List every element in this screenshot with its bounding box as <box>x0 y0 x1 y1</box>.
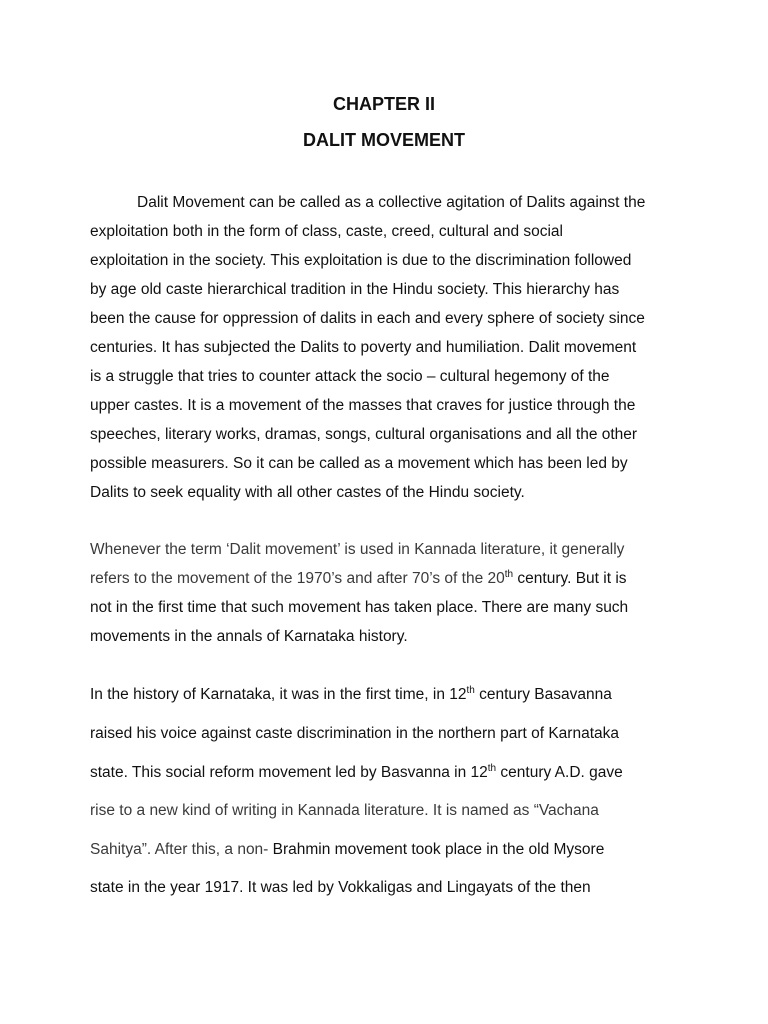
chapter-title: DALIT MOVEMENT <box>303 130 465 150</box>
paragraph-line <box>90 763 623 783</box>
paragraph-line: raised his voice against caste discrimination in the northern part of Karnataka <box>90 725 620 742</box>
text-segment: Brahmin movement took place in the old Mysore <box>272 841 605 858</box>
paragraph-line: speeches, literary works, dramas, songs, cultural organisations and all the other <box>90 426 638 443</box>
text-segment: century. But it is <box>513 570 627 587</box>
paragraph-line: Dalit Movement can be called as a collective agitation of Dalits against the <box>137 194 646 211</box>
paragraph-line: upper castes. It is a movement of the masses that craves for justice through the <box>90 397 636 414</box>
paragraph-line: by age old caste hierarchical tradition in the Hindu society. This hierarchy has <box>90 281 620 298</box>
paragraph-line <box>90 685 612 705</box>
paragraph-line: Dalits to seek equality with all other castes of the Hindu society. <box>90 484 525 501</box>
chapter-label: CHAPTER II <box>332 94 435 114</box>
paragraph-line <box>90 840 604 860</box>
paragraph-line: rise to a new kind of writing in Kannada literature. It is named as “Vachana <box>90 802 599 819</box>
text-segment: century A.D. gave <box>496 764 623 781</box>
text-segment: century Basavanna <box>474 686 612 703</box>
text-segment: In the history of Karnataka, it was in the first time, in 12 <box>90 686 467 703</box>
paragraph-line: been the cause for oppression of dalits in each and every sphere of society since <box>90 310 645 327</box>
paragraph-line <box>90 569 627 589</box>
paragraph-line: possible measurers. So it can be called as a movement which has been led by <box>90 455 628 472</box>
paragraph-line: centuries. It has subjected the Dalits to poverty and humiliation. Dalit movement <box>90 339 637 356</box>
paragraph-line: is a struggle that tries to counter attack the socio – cultural hegemony of the <box>90 368 610 385</box>
superscript: th <box>487 762 497 774</box>
paragraph-line: movements in the annals of Karnataka history. <box>90 628 408 645</box>
paragraph-line: exploitation both in the form of class, caste, creed, cultural and social <box>90 223 563 240</box>
superscript: th <box>504 568 514 580</box>
paragraph-line: Whenever the term ‘Dalit movement’ is used in Kannada literature, it generally <box>90 541 625 558</box>
superscript: th <box>466 684 475 696</box>
text-segment: state. This social reform movement led by Basvanna in 12 <box>90 764 488 781</box>
text-segment: Sahitya”. After this, a non- <box>90 841 273 858</box>
paragraph-line: exploitation in the society. This exploitation is due to the discrimination followed <box>90 252 632 269</box>
paragraph-line: not in the first time that such movement has taken place. There are many such <box>90 599 629 616</box>
paragraph-line: state in the year 1917. It was led by Vokkaligas and Lingayats of the then <box>90 879 591 896</box>
text-segment: refers to the movement of the 1970’s and after 70’s of the 20 <box>90 570 505 587</box>
